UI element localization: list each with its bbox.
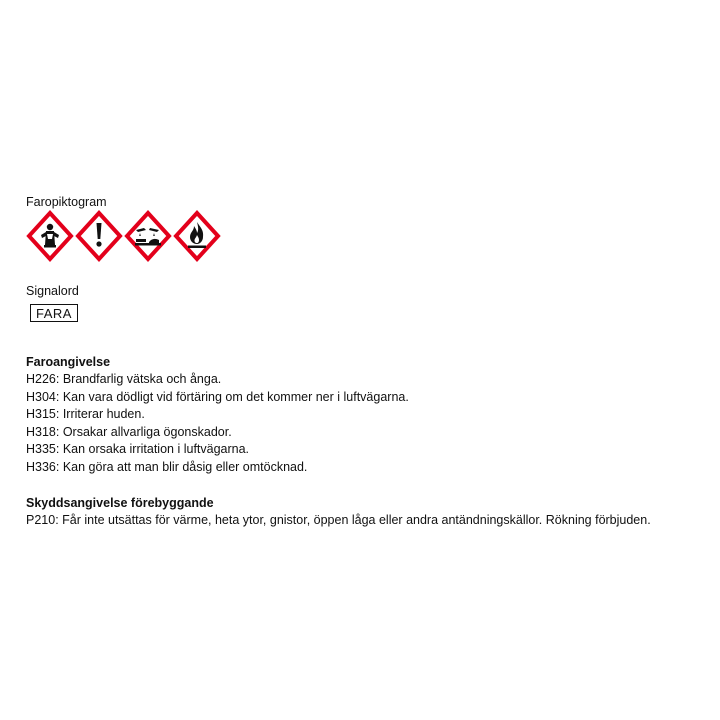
hazard-statements-list — [26, 371, 409, 477]
hazard-statement: H335: Kan orsaka irritation i luftvägarna. — [26, 442, 250, 457]
corrosion-icon — [124, 210, 172, 262]
hazard-statement: H315: Irriterar huden. — [26, 407, 145, 422]
precautionary-statement: P210: Får inte utsättas för värme, heta ytor, gnistor, öppen låga eller andra antändningskällor. Rökning förbjuden. — [26, 513, 651, 527]
signal-word-label: Signalord — [26, 284, 79, 298]
health-hazard-icon — [26, 210, 74, 262]
hazard-statement: H336: Kan göra att man blir dåsig eller omtöcknad. — [26, 459, 308, 474]
hazard-statements-heading: Faroangivelse — [26, 355, 111, 369]
hazard-pictograms — [26, 210, 221, 262]
hazard-statement: H318: Orsakar allvarliga ögonskador. — [26, 424, 232, 439]
flame-icon — [173, 210, 221, 262]
exclamation-mark-icon — [75, 210, 123, 262]
precautionary-statements-heading: Skyddsangivelse förebyggande — [26, 496, 214, 510]
precautionary-statements-list — [26, 512, 651, 530]
pictograms-label: Faropiktogram — [26, 195, 107, 209]
hazard-statement: H304: Kan vara dödligt vid förtäring om det kommer ner i luftvägarna. — [26, 389, 409, 404]
hazard-statement: H226: Brandfarlig vätska och ånga. — [26, 372, 222, 386]
signal-word-box: FARA — [30, 304, 78, 322]
